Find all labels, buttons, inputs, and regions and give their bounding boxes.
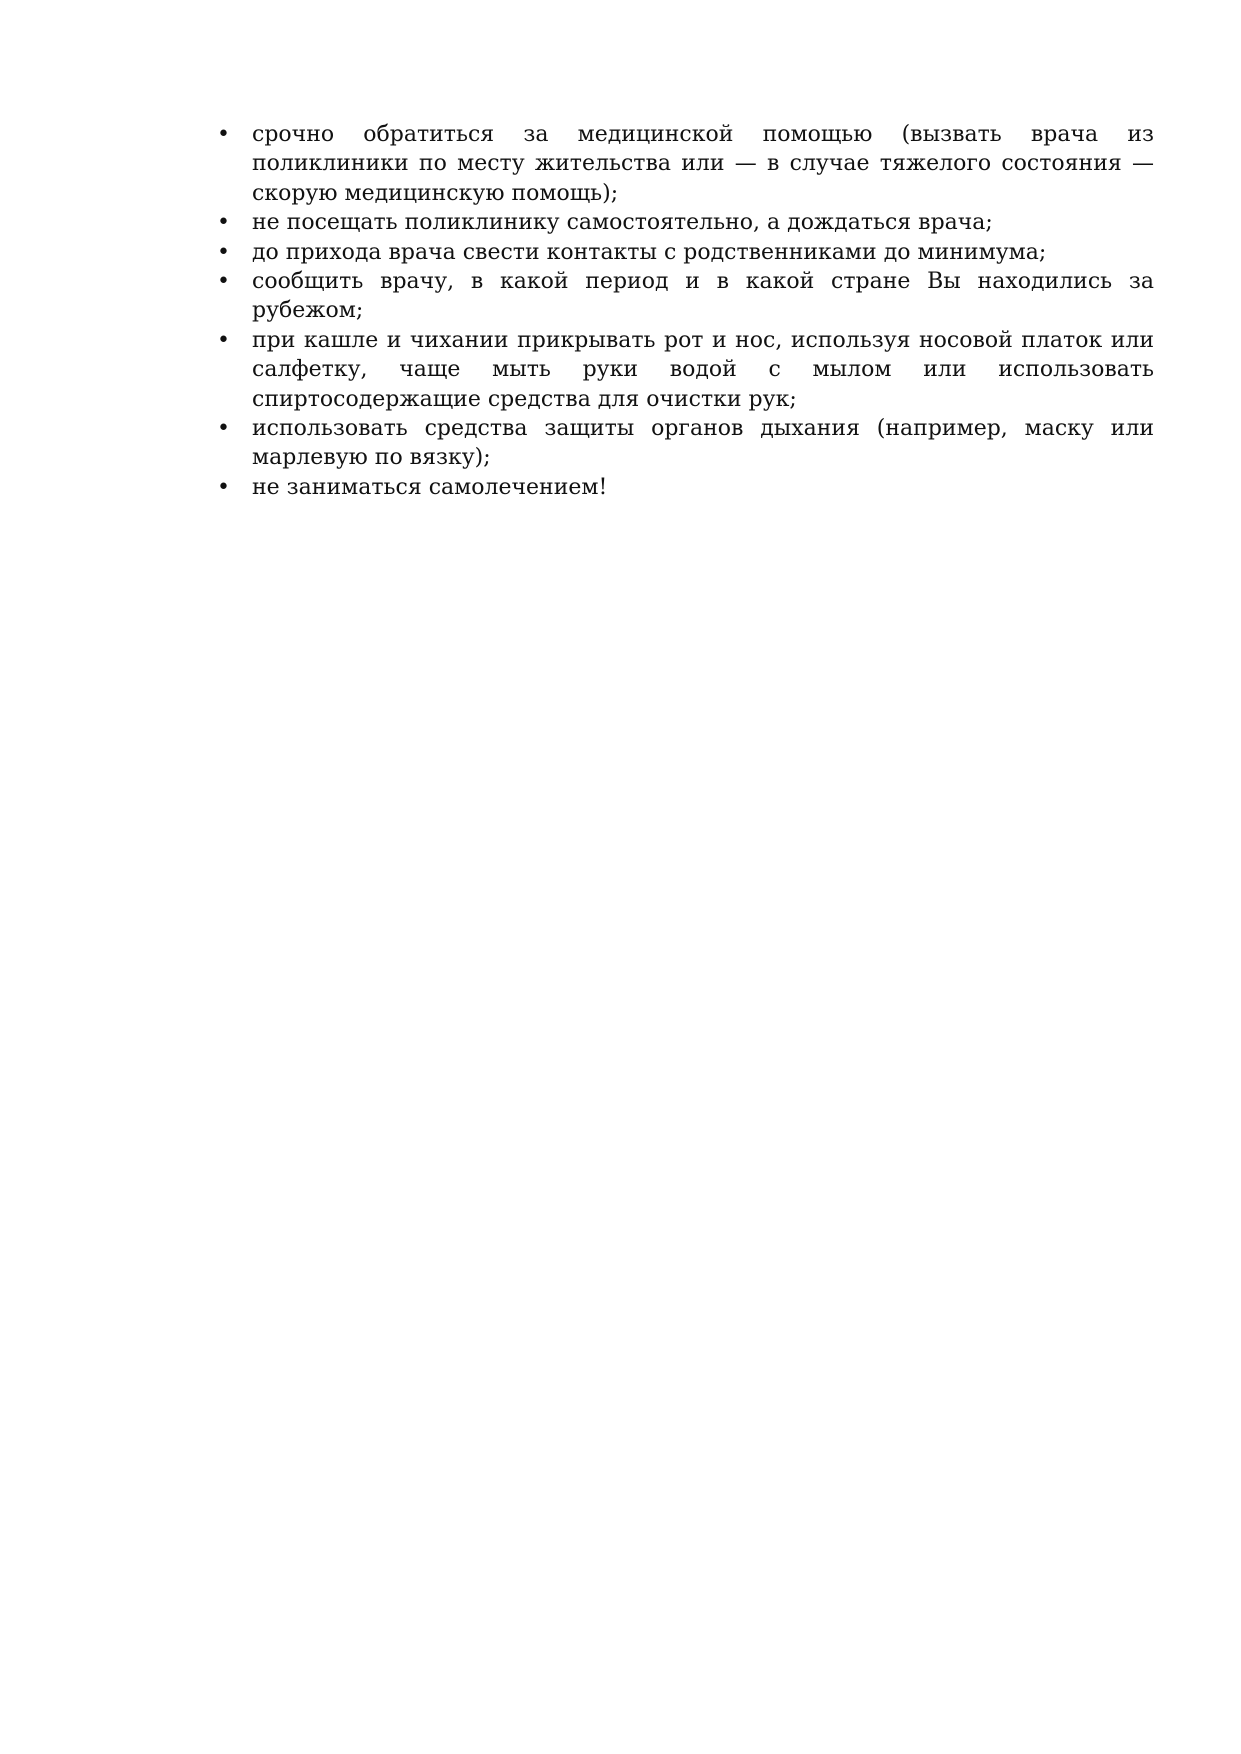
list-item-text: не посещать поликлинику самостоятельно, а дождаться врача; bbox=[252, 210, 993, 236]
bullet-icon: • bbox=[217, 122, 230, 147]
list-item bbox=[214, 267, 1154, 326]
bullet-icon: • bbox=[217, 327, 230, 353]
bullet-icon: • bbox=[217, 239, 230, 265]
list-item bbox=[214, 238, 1154, 267]
bullet-icon: • bbox=[217, 416, 230, 442]
list-item bbox=[214, 414, 1154, 473]
bullet-icon: • bbox=[217, 269, 230, 295]
list-item-text: не заниматься самолечением! bbox=[252, 474, 608, 500]
list-item bbox=[214, 473, 1154, 502]
recommendations-list bbox=[214, 120, 1154, 502]
list-item bbox=[214, 120, 1154, 208]
list-item-text: при кашле и чихании прикрывать рот и нос, используя носовой платок или салфетку, чаще мыть руки водой с мылом или использовать спиртосодержащие средства для очистки рук; bbox=[252, 327, 1154, 412]
list-item-text: до прихода врача свести контакты с родственниками до минимума; bbox=[252, 239, 1047, 265]
list-item bbox=[214, 326, 1154, 414]
list-item-text: срочно обратиться за медицинской помощью (вызвать врача из поликлиники по месту жительства или — в случае тяжелого состояния — скорую медицинскую помощь); bbox=[252, 122, 1154, 206]
list-item-text: использовать средства защиты органов дыхания (например, маску или марлевую по вязку); bbox=[252, 416, 1154, 471]
list-item bbox=[214, 208, 1154, 237]
bullet-icon: • bbox=[217, 210, 230, 236]
list-item-text: сообщить врачу, в какой период и в какой стране Вы находились за рубежом; bbox=[252, 269, 1154, 324]
bullet-icon: • bbox=[217, 474, 230, 500]
